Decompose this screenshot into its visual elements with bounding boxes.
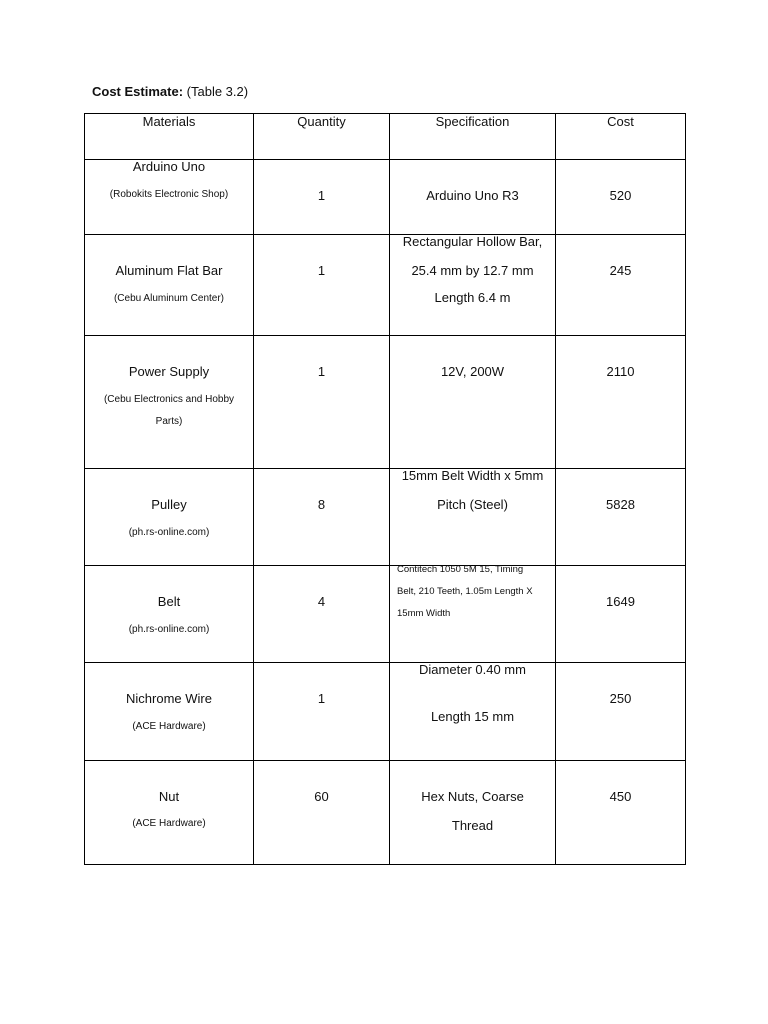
- table-row: [85, 566, 686, 663]
- cost-value: 5828: [606, 497, 635, 512]
- cost-cell: [556, 336, 686, 469]
- cost-value: 245: [609, 263, 632, 278]
- header-quantity: [254, 114, 390, 160]
- table-row: [85, 336, 686, 469]
- material-source: (ph.rs-online.com): [128, 624, 210, 635]
- table-caption: [92, 84, 248, 100]
- material-source: (Cebu Aluminum Center): [113, 293, 225, 304]
- cost-cell: [556, 160, 686, 235]
- material-source: (Robokits Electronic Shop): [109, 189, 229, 200]
- quantity-value: 60: [314, 789, 329, 804]
- table-row: [85, 663, 686, 761]
- material-name: Belt: [157, 594, 181, 609]
- material-cell: [85, 761, 254, 865]
- cost-cell: [556, 663, 686, 761]
- cost-value: 2110: [606, 364, 635, 379]
- table-row: [85, 469, 686, 566]
- quantity-value: 1: [317, 691, 326, 706]
- table-row: [85, 160, 686, 235]
- table-row: [85, 761, 686, 865]
- quantity-value: 8: [317, 497, 326, 512]
- specification-line: Thread: [451, 818, 494, 833]
- material-cell: [85, 235, 254, 336]
- specification-line: 12V, 200W: [440, 364, 505, 379]
- quantity-cell: [254, 235, 390, 336]
- quantity-cell: [254, 663, 390, 761]
- cost-estimate-table: [84, 113, 686, 865]
- quantity-cell: [254, 160, 390, 235]
- specification-cell: [390, 761, 556, 865]
- header-cost-label: Cost: [607, 114, 634, 129]
- header-cost: [556, 114, 686, 160]
- specification-cell: [390, 469, 556, 566]
- specification-line: Pitch (Steel): [437, 497, 508, 512]
- quantity-cell: [254, 469, 390, 566]
- specification-line: 25.4 mm by 12.7 mm: [411, 263, 534, 278]
- quantity-value: 1: [317, 263, 326, 278]
- quantity-cell: [254, 566, 390, 663]
- quantity-cell: [254, 761, 390, 865]
- specification-line: Contitech 1050 5M 15, Timing: [397, 564, 524, 575]
- cost-value: 450: [609, 789, 632, 804]
- material-name: Arduino Uno: [132, 159, 206, 174]
- material-source: (ph.rs-online.com): [128, 527, 210, 538]
- material-cell: [85, 160, 254, 235]
- material-cell: [85, 469, 254, 566]
- quantity-value: 4: [317, 594, 326, 609]
- specification-line: Diameter 0.40 mm: [419, 662, 526, 677]
- specification-line: Arduino Uno R3: [426, 188, 519, 203]
- specification-line: Length 6.4 m: [434, 290, 511, 305]
- cost-value: 1649: [606, 594, 635, 609]
- material-name: Power Supply: [128, 364, 210, 379]
- material-cell: [85, 566, 254, 663]
- cost-cell: [556, 235, 686, 336]
- header-specification-label: Specification: [435, 114, 510, 129]
- specification-line: Rectangular Hollow Bar,: [402, 234, 543, 249]
- cost-value: 520: [609, 188, 632, 203]
- caption-label: Cost Estimate:: [92, 84, 184, 99]
- quantity-cell: [254, 336, 390, 469]
- specification-line: Hex Nuts, Coarse: [421, 789, 524, 804]
- header-materials-label: Materials: [142, 114, 196, 129]
- specification-cell: [390, 235, 556, 336]
- material-name: Pulley: [151, 497, 187, 512]
- specification-line: Length 15 mm: [430, 709, 515, 724]
- cost-cell: [556, 469, 686, 566]
- quantity-value: 1: [317, 188, 326, 203]
- cost-cell: [556, 566, 686, 663]
- header-specification: [390, 114, 556, 160]
- cost-cell: [556, 761, 686, 865]
- table-header-row: [85, 114, 686, 160]
- specification-cell: [390, 566, 556, 663]
- caption-table-number: (Table 3.2): [186, 84, 249, 99]
- specification-line: Belt, 210 Teeth, 1.05m Length X: [397, 586, 533, 597]
- material-name: Nichrome Wire: [126, 691, 212, 706]
- material-source: (ACE Hardware): [132, 818, 206, 829]
- material-cell: [85, 336, 254, 469]
- header-materials: [85, 114, 254, 160]
- header-quantity-label: Quantity: [297, 114, 346, 129]
- material-source-line: Parts): [155, 416, 183, 427]
- material-source: (ACE Hardware): [132, 721, 206, 732]
- specification-cell: [390, 160, 556, 235]
- material-name: Nut: [158, 789, 180, 804]
- cost-value: 250: [609, 691, 632, 706]
- specification-cell: [390, 336, 556, 469]
- quantity-value: 1: [317, 364, 326, 379]
- specification-line: 15mm Width: [397, 608, 451, 619]
- material-source-line: (Cebu Electronics and Hobby: [103, 394, 235, 405]
- material-name: Aluminum Flat Bar: [115, 263, 223, 278]
- specification-line: 15mm Belt Width x 5mm: [401, 468, 544, 483]
- table-row: [85, 235, 686, 336]
- material-cell: [85, 663, 254, 761]
- specification-cell: [390, 663, 556, 761]
